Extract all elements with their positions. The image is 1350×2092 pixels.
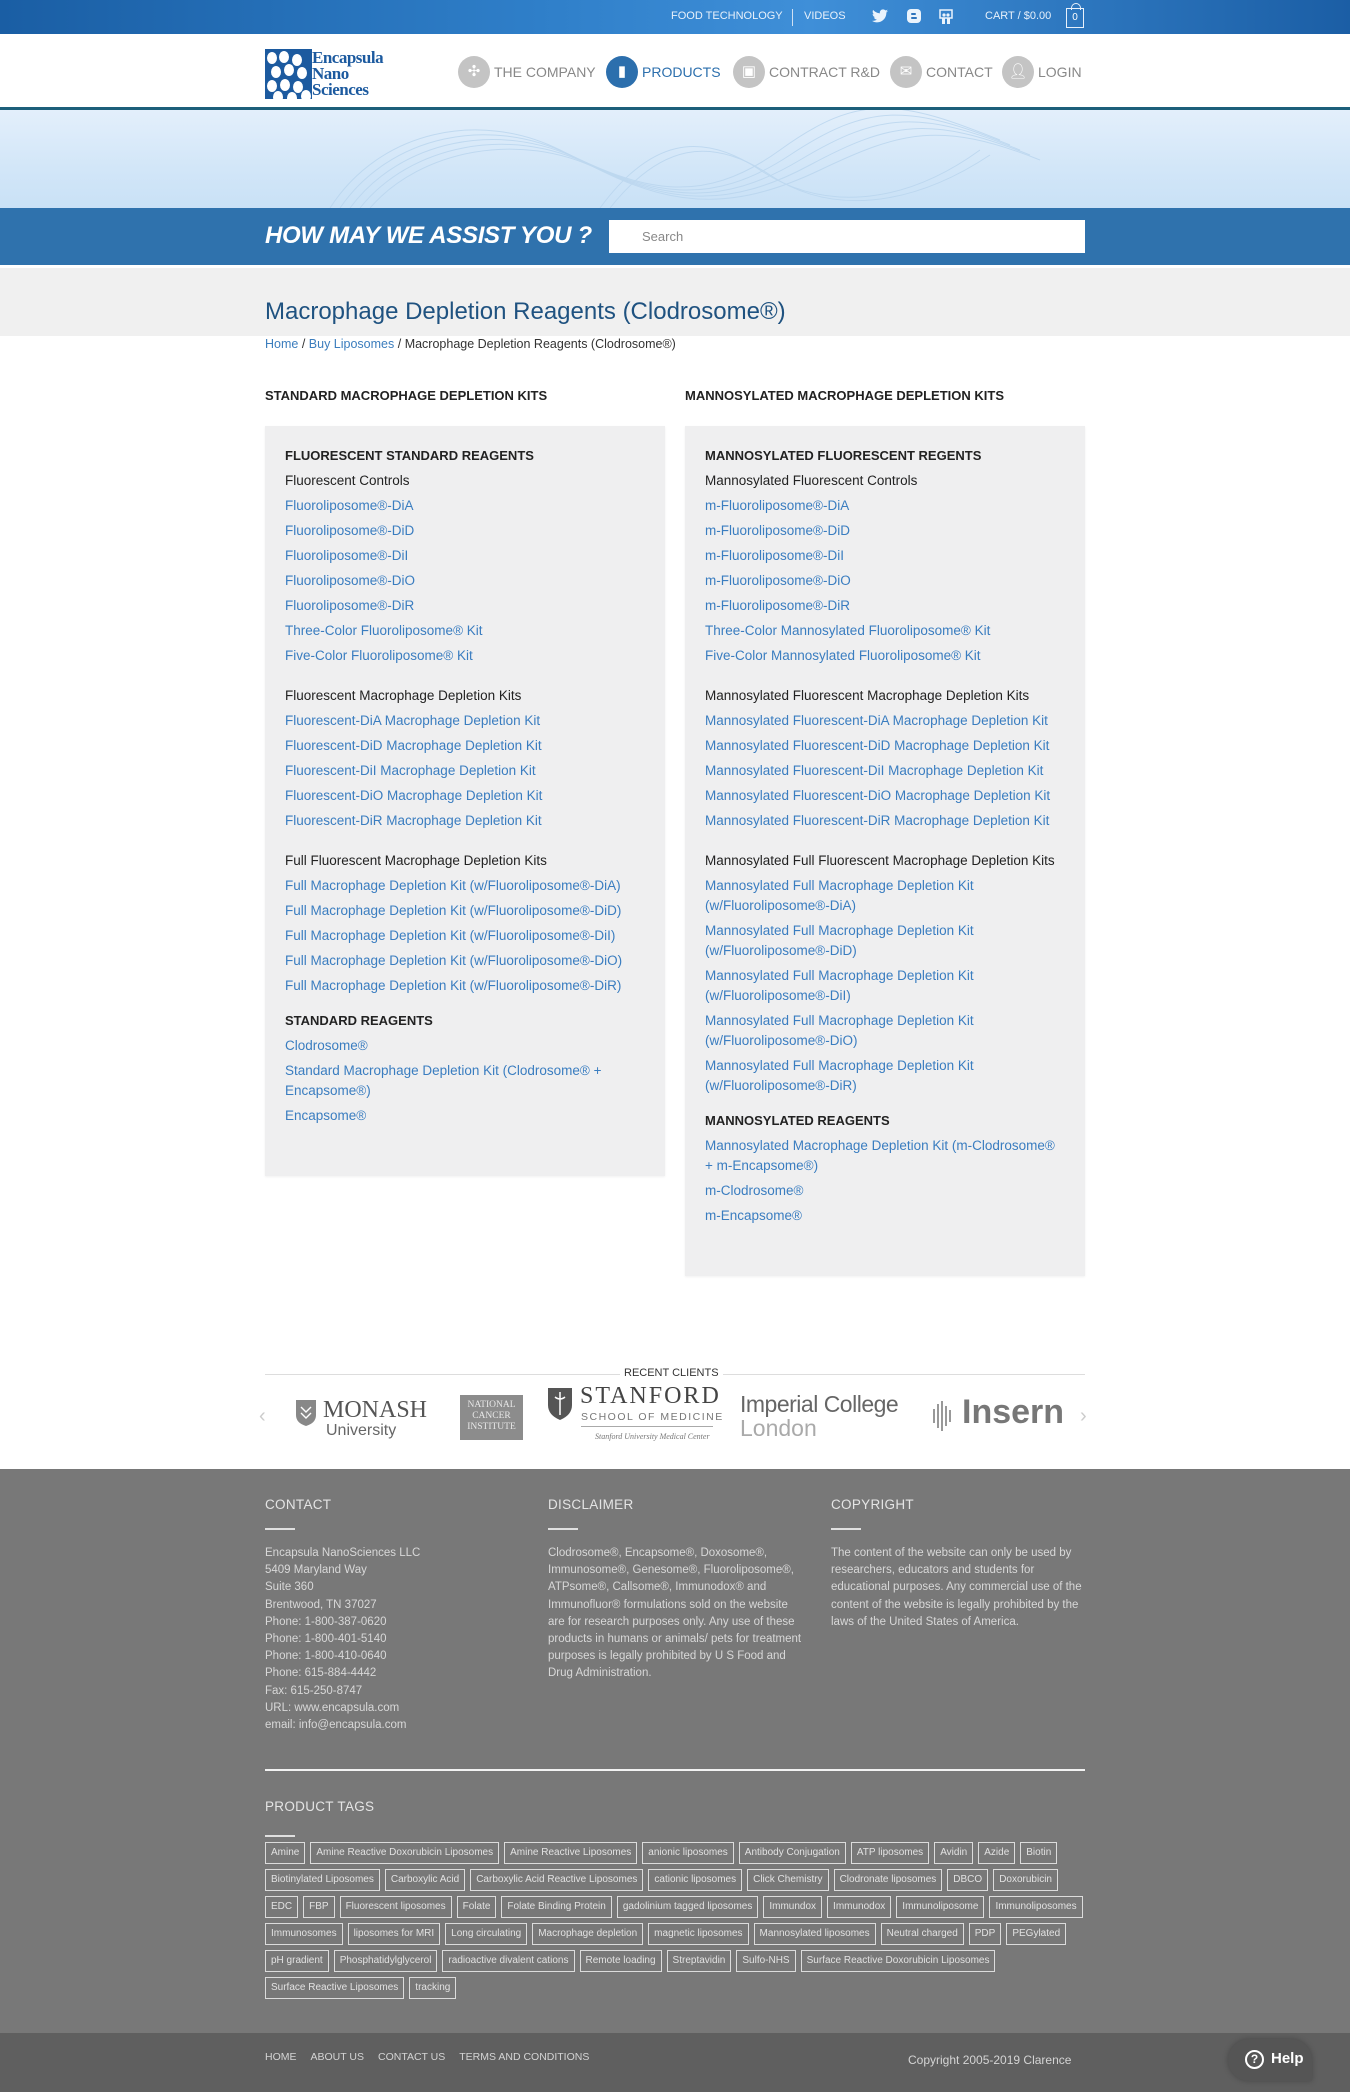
product-tag[interactable]: FBP [303, 1896, 334, 1918]
product-tag[interactable]: Long circulating [445, 1923, 527, 1945]
twitter-icon[interactable] [872, 9, 888, 25]
product-link[interactable]: Clodrosome® [285, 1038, 368, 1053]
breadcrumb-sep: / [397, 337, 405, 351]
client-name: Insern [962, 1395, 1065, 1431]
product-link[interactable]: Mannosylated Fluorescent-DiR Macrophage Depletion Kit [705, 813, 1050, 828]
breadcrumb [265, 337, 676, 351]
recent-clients-label: RECENT CLIENTS [620, 1367, 723, 1379]
footer-nav [265, 2051, 589, 2063]
product-tag[interactable]: Immundox [763, 1896, 822, 1918]
product-link[interactable]: m-Fluoroliposome®-DiR [705, 598, 850, 613]
spacer [705, 1226, 1065, 1256]
videos-link[interactable]: VIDEOS [804, 10, 846, 22]
product-tag[interactable]: magnetic liposomes [648, 1923, 748, 1945]
product-tag[interactable]: Biotinylated Liposomes [265, 1869, 380, 1891]
product-tag[interactable]: anionic liposomes [642, 1842, 734, 1864]
section-title: MANNOSYLATED FLUORESCENT REGENTS [705, 448, 982, 463]
product-tag[interactable]: Surface Reactive Doxorubicin Liposomes [801, 1950, 996, 1972]
breadcrumb-current: Macrophage Depletion Reagents (Clodrosome®) [404, 337, 676, 351]
product-link[interactable]: Fluoroliposome®-DiR [285, 598, 415, 613]
group-label: Fluorescent Macrophage Depletion Kits [285, 688, 522, 703]
nav-label: PRODUCTS [642, 64, 721, 80]
product-tag[interactable]: Neutral charged [881, 1923, 964, 1945]
site-footer [0, 1469, 1350, 2033]
product-link[interactable]: Mannosylated Fluorescent-DiA Macrophage Depletion Kit [705, 713, 1048, 728]
slideshare-icon[interactable] [938, 9, 954, 25]
logo-text [312, 50, 383, 98]
footer-divider [265, 1769, 1085, 1771]
group-label: Fluorescent Controls [285, 473, 410, 488]
footer-contact-title: CONTACT [265, 1497, 332, 1512]
product-link[interactable]: Three-Color Mannosylated Fluoroliposome® Kit [705, 623, 991, 638]
product-link[interactable]: m-Fluoroliposome®-DiO [705, 573, 851, 588]
product-tag[interactable]: tracking [409, 1977, 456, 1999]
copyright-text: The content of the website can only be used by researchers, educators and students for educational purposes. Any commercial use of the content of the website is legally prohibited by the laws of the United States of America. [831, 1547, 1082, 1628]
breadcrumb-sep: / [301, 337, 309, 351]
mannosylated-kits-panel [685, 426, 1085, 1276]
contact-line: Fax: 615-250-8747 [265, 1684, 363, 1697]
product-link[interactable]: Mannosylated Fluorescent-DiO Macrophage Depletion Kit [705, 788, 1051, 803]
contact-line[interactable]: email: info@encapsula.com [265, 1719, 407, 1732]
product-tag[interactable]: Clodronate liposomes [834, 1869, 943, 1891]
product-tag[interactable]: Fluorescent liposomes [340, 1896, 452, 1918]
product-link[interactable]: Mannosylated Fluorescent-DiD Macrophage Depletion Kit [705, 738, 1050, 753]
food-technology-link[interactable]: FOOD TECHNOLOGY [671, 10, 783, 22]
spacer [705, 1096, 1065, 1111]
cart-link[interactable]: CART / $0.00 [985, 10, 1052, 22]
contact-line: Brentwood, TN 37027 [265, 1598, 377, 1611]
spacer [285, 1126, 645, 1156]
product-tag[interactable]: Click Chemistry [747, 1869, 828, 1891]
product-tag[interactable]: Immunoliposomes [989, 1896, 1082, 1918]
section-title: STANDARD REAGENTS [285, 1013, 433, 1028]
product-link[interactable]: m-Fluoroliposome®-DiA [705, 498, 850, 513]
nav-contract-rd[interactable] [733, 56, 880, 88]
product-link[interactable]: Fluoroliposome®-DiA [285, 498, 414, 513]
breadcrumb-home[interactable]: Home [265, 337, 299, 351]
footer-disclaimer [548, 1497, 803, 1683]
help-label: Help [1271, 2050, 1304, 2067]
contact-line[interactable]: URL: www.encapsula.com [265, 1701, 400, 1714]
product-link[interactable]: m-Clodrosome® [705, 1183, 804, 1198]
product-tag[interactable]: Antibody Conjugation [739, 1842, 846, 1864]
chevron-left-icon[interactable]: ‹ [259, 1405, 266, 1427]
product-tag[interactable]: Carboxylic Acid [385, 1869, 465, 1891]
spacer [285, 666, 645, 681]
copyright-line: Copyright 2005-2019 Clarence [908, 2053, 1072, 2067]
product-tag[interactable]: Carboxylic Acid Reactive Liposomes [470, 1869, 643, 1891]
nav-label: THE COMPANY [494, 64, 596, 80]
chevron-right-icon[interactable]: › [1080, 1405, 1087, 1427]
question-icon: ? [1245, 2050, 1264, 2069]
contact-line: Encapsula NanoSciences LLC [265, 1547, 421, 1559]
molecule-icon: ✣ [458, 56, 490, 88]
product-link[interactable]: m-Fluoroliposome®-DiD [705, 523, 850, 538]
client-sub: Stanford University Medical Center [595, 1432, 710, 1441]
page-title: Macrophage Depletion Reagents (Clodrosome®) [265, 298, 786, 325]
bottle-icon: ▮ [606, 56, 638, 88]
product-link[interactable]: Mannosylated Full Macrophage Depletion Kit (w/Fluoroliposome®-DiI) [705, 968, 974, 1003]
site-header [0, 34, 1350, 110]
product-link[interactable]: Fluoroliposome®-DiI [285, 548, 409, 563]
nav-login[interactable] [1002, 56, 1082, 88]
footer-contact [265, 1497, 520, 1734]
nav-contact[interactable] [890, 56, 993, 88]
product-tag[interactable]: Streptavidin [667, 1950, 732, 1972]
client-logo-inserm[interactable] [932, 1395, 1075, 1435]
logo-mark [265, 49, 312, 99]
bars-icon [932, 1401, 956, 1431]
product-link[interactable]: Three-Color Fluoroliposome® Kit [285, 623, 483, 638]
product-tags-title: PRODUCT TAGS [265, 1799, 375, 1814]
client-sub: London [740, 1415, 817, 1441]
shield-icon [295, 1399, 317, 1427]
group-label: Mannosylated Fluorescent Controls [705, 473, 918, 488]
logo-line-2: Nano [312, 64, 349, 83]
product-link[interactable]: Full Macrophage Depletion Kit (w/Fluoroliposome®-DiI) [285, 928, 616, 943]
product-link[interactable]: Fluorescent-DiO Macrophage Depletion Kit [285, 788, 543, 803]
client-sub: University [326, 1422, 397, 1439]
product-tag[interactable]: gadolinium tagged liposomes [617, 1896, 759, 1918]
mail-icon: ✉ [890, 56, 922, 88]
spacer [285, 831, 645, 846]
footer-disclaimer-title: DISCLAIMER [548, 1497, 634, 1512]
divider [265, 1835, 295, 1837]
client-name: STANFORD [580, 1383, 721, 1409]
nav-label: CONTACT [926, 64, 993, 80]
product-tag[interactable]: pH gradient [265, 1950, 329, 1972]
product-tag[interactable]: Amine Reactive Doxorubicin Liposomes [310, 1842, 499, 1864]
section-title: FLUORESCENT STANDARD REAGENTS [285, 448, 534, 463]
logo-line-1: Encapsula [312, 48, 384, 67]
spacer [705, 666, 1065, 681]
product-tag[interactable]: Immunoliposome [896, 1896, 984, 1918]
footer-link-about[interactable]: ABOUT US [310, 2051, 364, 2063]
divider [548, 1528, 578, 1530]
logo[interactable] [265, 49, 400, 99]
product-tag[interactable]: PDP [969, 1923, 1002, 1945]
product-link[interactable]: Mannosylated Full Macrophage Depletion Kit (w/Fluoroliposome®-DiR) [705, 1058, 974, 1093]
divider [831, 1528, 861, 1530]
product-link[interactable]: m-Encapsome® [705, 1208, 802, 1223]
section-title: MANNOSYLATED REAGENTS [705, 1113, 890, 1128]
breadcrumb-buy-liposomes[interactable]: Buy Liposomes [308, 337, 395, 351]
product-link[interactable]: Full Macrophage Depletion Kit (w/Fluoroliposome®-DiA) [285, 878, 621, 893]
contact-line: Phone: 1-800-401-5140 [265, 1633, 387, 1646]
product-tags [265, 1842, 1095, 1999]
footer-link-contact[interactable]: CONTACT US [377, 2051, 446, 2063]
client-name: NATIONAL CANCER INSTITUTE [467, 1400, 516, 1432]
product-link[interactable]: Mannosylated Full Macrophage Depletion Kit (w/Fluoroliposome®-DiO) [705, 1013, 974, 1048]
product-tag[interactable]: Azide [978, 1842, 1015, 1864]
help-button[interactable] [1228, 2039, 1312, 2081]
product-link[interactable]: Fluorescent-DiI Macrophage Depletion Kit [285, 763, 536, 778]
product-link[interactable]: Fluoroliposome®-DiD [285, 523, 415, 538]
product-link[interactable]: Fluorescent-DiR Macrophage Depletion Kit [285, 813, 542, 828]
spacer [705, 831, 1065, 846]
nav-label: LOGIN [1038, 64, 1082, 80]
hero-banner [0, 110, 1350, 208]
user-icon: 👤︎ [1002, 56, 1034, 88]
lab-device-icon: ▣ [733, 56, 765, 88]
nav-products[interactable] [606, 56, 721, 88]
product-tag[interactable]: Macrophage depletion [532, 1923, 643, 1945]
product-tag[interactable]: PEGylated [1006, 1923, 1066, 1945]
bottom-bar [0, 2033, 1350, 2092]
group-label: Full Fluorescent Macrophage Depletion Kits [285, 853, 547, 868]
client-name: MONASH [323, 1397, 428, 1423]
product-tag[interactable]: radioactive divalent cations [442, 1950, 574, 1972]
footer-copyright-title: COPYRIGHT [831, 1497, 914, 1512]
product-link[interactable]: Full Macrophage Depletion Kit (w/Fluoroliposome®-DiD) [285, 903, 622, 918]
product-tag[interactable]: liposomes for MRI [348, 1923, 441, 1945]
divider [792, 9, 793, 26]
product-link[interactable]: Encapsome® [285, 1108, 367, 1123]
footer-link-terms[interactable]: TERMS AND CONDITIONS [459, 2051, 590, 2063]
logo-line-3: Sciences [312, 80, 369, 99]
product-link[interactable]: Five-Color Mannosylated Fluoroliposome® Kit [705, 648, 981, 663]
contact-details [265, 1545, 520, 1734]
group-label: Mannosylated Full Fluorescent Macrophage Depletion Kits [705, 853, 1055, 868]
product-link[interactable]: Fluorescent-DiA Macrophage Depletion Kit [285, 713, 541, 728]
divider [581, 1426, 713, 1427]
product-tag[interactable]: EDC [265, 1896, 298, 1918]
product-link[interactable]: Fluorescent-DiD Macrophage Depletion Kit [285, 738, 542, 753]
product-tag[interactable]: Amine Reactive Liposomes [504, 1842, 637, 1864]
product-link[interactable]: Mannosylated Macrophage Depletion Kit (m-Clodrosome® + m-Encapsome®) [705, 1138, 1055, 1173]
product-tag[interactable]: Immunosomes [265, 1923, 343, 1945]
contact-line: Phone: 615-884-4442 [265, 1667, 377, 1680]
product-tag[interactable]: DBCO [947, 1869, 988, 1891]
product-tag[interactable]: Surface Reactive Liposomes [265, 1977, 404, 1999]
product-link[interactable]: Five-Color Fluoroliposome® Kit [285, 648, 473, 663]
product-link[interactable]: Mannosylated Fluorescent-DiI Macrophage Depletion Kit [705, 763, 1044, 778]
product-tag[interactable]: Phosphatidylglycerol [334, 1950, 438, 1972]
product-link[interactable]: Fluoroliposome®-DiO [285, 573, 415, 588]
product-tag[interactable]: ATP liposomes [851, 1842, 929, 1864]
product-tag[interactable]: Immunodox [827, 1896, 891, 1918]
product-tag[interactable]: Biotin [1020, 1842, 1057, 1864]
blogger-icon[interactable] [906, 9, 922, 25]
product-tag[interactable]: Doxorubicin [993, 1869, 1058, 1891]
divider [265, 1528, 295, 1530]
standard-kits-panel [265, 426, 665, 1176]
wave-decoration [0, 110, 1350, 208]
product-link[interactable]: Mannosylated Full Macrophage Depletion Kit (w/Fluoroliposome®-DiD) [705, 923, 974, 958]
client-name: Imperial College [740, 1391, 899, 1417]
group-label: Mannosylated Fluorescent Macrophage Depletion Kits [705, 688, 1030, 703]
product-tag[interactable]: Sulfo-NHS [736, 1950, 795, 1972]
product-tag[interactable]: Folate [457, 1896, 497, 1918]
search-input[interactable] [609, 220, 1085, 253]
product-tag[interactable]: Mannosylated liposomes [754, 1923, 876, 1945]
recent-clients [259, 1365, 1087, 1460]
nav-the-company[interactable] [458, 56, 596, 88]
top-bar [0, 0, 1350, 34]
contact-line: 5409 Maryland Way [265, 1564, 367, 1577]
product-link[interactable]: Full Macrophage Depletion Kit (w/Fluoroliposome®-DiO) [285, 953, 623, 968]
search-band [0, 208, 1350, 265]
contact-line: Phone: 1-800-410-0640 [265, 1650, 387, 1663]
product-tag[interactable]: Folate Binding Protein [501, 1896, 611, 1918]
disclaimer-text: Clodrosome®, Encapsome®, Doxosome®, Immunosome®, Genesome®, Fluoroliposome®, ATPsome®, Callsome®, Immunodox® and Immunofluor® formulations sold on the website are for research purposes only. Any use of these products in humans or animals/ pets for treatment purposes is legally prohibited by U S Food and Drug Administration. [548, 1547, 802, 1680]
product-link[interactable]: Full Macrophage Depletion Kit (w/Fluoroliposome®-DiR) [285, 978, 622, 993]
product-tag[interactable]: Avidin [934, 1842, 973, 1864]
spacer [285, 996, 645, 1011]
footer-link-home[interactable]: HOME [265, 2051, 297, 2063]
client-logo-nci[interactable] [460, 1395, 523, 1440]
product-tag[interactable]: Remote loading [580, 1950, 662, 1972]
search-heading: HOW MAY WE ASSIST YOU ? [265, 222, 592, 249]
shield-icon [547, 1387, 573, 1421]
nav-label: CONTRACT R&D [769, 64, 880, 80]
cart-count-badge[interactable]: 0 [1066, 8, 1084, 28]
product-link[interactable]: m-Fluoroliposome®-DiI [705, 548, 844, 563]
contact-line: Suite 360 [265, 1581, 314, 1594]
product-link[interactable]: Mannosylated Full Macrophage Depletion Kit (w/Fluoroliposome®-DiA) [705, 878, 974, 913]
product-link[interactable]: Standard Macrophage Depletion Kit (Clodrosome® + Encapsome®) [285, 1063, 602, 1098]
client-sub: SCHOOL OF MEDICINE [581, 1411, 724, 1423]
contact-line: Phone: 1-800-387-0620 [265, 1615, 387, 1628]
mannosylated-kits-heading: MANNOSYLATED MACROPHAGE DEPLETION KITS [685, 388, 1004, 403]
product-tag[interactable]: Amine [265, 1842, 305, 1864]
standard-kits-heading: STANDARD MACROPHAGE DEPLETION KITS [265, 388, 548, 403]
client-logo-imperial[interactable] [740, 1391, 898, 1442]
product-tag[interactable]: cationic liposomes [648, 1869, 742, 1891]
footer-copyright [831, 1497, 1086, 1631]
